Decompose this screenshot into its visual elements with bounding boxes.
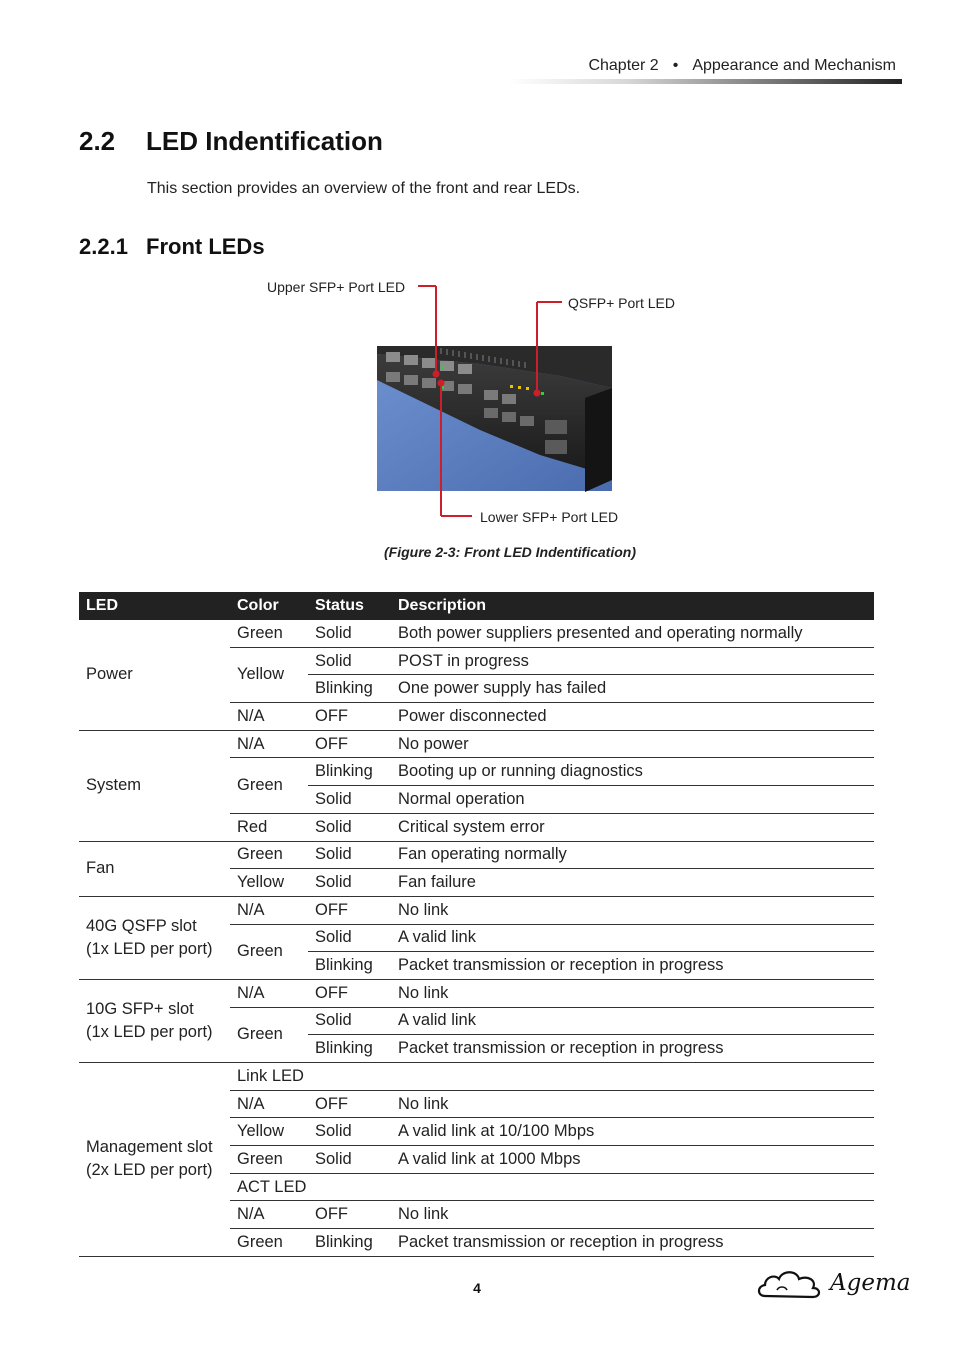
status-cell: OFF xyxy=(308,703,391,731)
section-number: 2.2 xyxy=(79,126,116,156)
description-cell: A valid link at 1000 Mbps xyxy=(391,1146,874,1174)
status-cell: Solid xyxy=(308,786,391,814)
table-row xyxy=(79,730,874,758)
color-cell: N/A xyxy=(230,703,308,731)
led-name-line: (2x LED per port) xyxy=(86,1161,213,1180)
description-cell: Packet transmission or reception in progress xyxy=(391,1229,874,1257)
status-cell: Solid xyxy=(308,1146,391,1174)
switch-photo xyxy=(377,346,612,492)
led-name-cell xyxy=(79,1063,230,1257)
callout-qsfp: QSFP+ Port LED xyxy=(568,295,675,311)
logo-text: Agema xyxy=(830,1270,911,1296)
upper-sfp-leader xyxy=(418,286,440,378)
table-header-row xyxy=(79,592,874,620)
status-cell: Blinking xyxy=(308,758,391,786)
status-cell: Solid xyxy=(308,924,391,952)
header-rule xyxy=(508,79,902,84)
color-cell: Green xyxy=(230,620,308,647)
description-cell: A valid link xyxy=(391,1007,874,1035)
led-name-cell xyxy=(79,979,230,1062)
led-name-cell xyxy=(79,841,230,896)
status-cell: Solid xyxy=(308,1007,391,1035)
color-cell: Green xyxy=(230,1007,308,1062)
header-bullet: • xyxy=(672,57,679,74)
subsection-title-text: Front LEDs xyxy=(146,234,265,259)
description-cell: A valid link xyxy=(391,924,874,952)
header-description: Description xyxy=(391,592,874,620)
status-cell: OFF xyxy=(308,1090,391,1118)
status-cell: Blinking xyxy=(308,952,391,980)
description-cell: Both power suppliers presented and operating normally xyxy=(391,620,874,647)
subsection-title xyxy=(79,234,265,260)
table-body xyxy=(79,620,874,1256)
description-cell: Fan operating normally xyxy=(391,841,874,869)
callout-upper-sfp: Upper SFP+ Port LED xyxy=(267,279,406,295)
led-name-line: (1x LED per port) xyxy=(86,939,213,958)
color-cell: Yellow xyxy=(230,869,308,897)
lower-sfp-leader xyxy=(438,380,473,517)
chapter-label: Chapter 2 xyxy=(588,57,659,74)
running-header xyxy=(588,57,896,75)
table-row xyxy=(79,896,874,924)
status-cell: Blinking xyxy=(308,1229,391,1257)
color-cell: Green xyxy=(230,1229,308,1257)
color-cell: Yellow xyxy=(230,1118,308,1146)
table-row xyxy=(79,1063,874,1091)
table-row xyxy=(79,979,874,1007)
status-cell: OFF xyxy=(308,979,391,1007)
color-cell: Green xyxy=(230,758,308,813)
status-cell: Solid xyxy=(308,620,391,647)
color-cell: N/A xyxy=(230,979,308,1007)
color-cell: N/A xyxy=(230,1090,308,1118)
header-color: Color xyxy=(230,592,308,620)
chapter-title: Appearance and Mechanism xyxy=(692,57,896,74)
description-cell: No power xyxy=(391,730,874,758)
status-cell: OFF xyxy=(308,730,391,758)
led-name-cell xyxy=(79,896,230,979)
color-cell: Yellow xyxy=(230,647,308,702)
section-title xyxy=(79,126,383,157)
description-cell: One power supply has failed xyxy=(391,675,874,703)
color-cell: Green xyxy=(230,1146,308,1174)
status-cell: Solid xyxy=(308,869,391,897)
description-cell: No link xyxy=(391,896,874,924)
description-cell: Critical system error xyxy=(391,813,874,841)
sub-label-cell: Link LED xyxy=(230,1063,874,1091)
color-cell: Green xyxy=(230,924,308,979)
color-cell: N/A xyxy=(230,896,308,924)
description-cell: No link xyxy=(391,979,874,1007)
subsection-number: 2.2.1 xyxy=(79,234,128,259)
led-name-line: 10G SFP+ slot xyxy=(86,999,194,1018)
led-name-cell xyxy=(79,620,230,730)
status-cell: Blinking xyxy=(308,675,391,703)
color-cell: Red xyxy=(230,813,308,841)
description-cell: Packet transmission or reception in progress xyxy=(391,1035,874,1063)
led-name-line: 40G QSFP slot xyxy=(86,916,197,935)
status-cell: Solid xyxy=(308,813,391,841)
description-cell: No link xyxy=(391,1201,874,1229)
description-cell: A valid link at 10/100 Mbps xyxy=(391,1118,874,1146)
description-cell: No link xyxy=(391,1090,874,1118)
table-row xyxy=(79,620,874,647)
front-led-figure xyxy=(0,0,954,560)
led-name-line: (1x LED per port) xyxy=(86,1022,213,1041)
sub-label-cell: ACT LED xyxy=(230,1173,874,1201)
description-cell: Fan failure xyxy=(391,869,874,897)
led-name-line: Fan xyxy=(86,859,115,878)
page-number: 4 xyxy=(473,1280,481,1296)
led-name-line: Power xyxy=(86,665,133,684)
color-cell: Green xyxy=(230,841,308,869)
description-cell: Normal operation xyxy=(391,786,874,814)
color-cell: N/A xyxy=(230,1201,308,1229)
qsfp-leader xyxy=(534,302,563,397)
led-table xyxy=(79,592,874,1257)
led-name-line: System xyxy=(86,776,142,795)
color-cell: N/A xyxy=(230,730,308,758)
status-cell: OFF xyxy=(308,896,391,924)
status-cell: Solid xyxy=(308,1118,391,1146)
description-cell: Packet transmission or reception in progress xyxy=(391,952,874,980)
header-led: LED xyxy=(79,592,230,620)
status-cell: OFF xyxy=(308,1201,391,1229)
led-name-line: Management slot xyxy=(86,1138,213,1157)
status-cell: Blinking xyxy=(308,1035,391,1063)
description-cell: Power disconnected xyxy=(391,703,874,731)
header-status: Status xyxy=(308,592,391,620)
table-row xyxy=(79,841,874,869)
callout-lower-sfp: Lower SFP+ Port LED xyxy=(480,509,619,525)
description-cell: POST in progress xyxy=(391,647,874,675)
led-name-cell xyxy=(79,730,230,841)
intro-paragraph: This section provides an overview of the front and rear LEDs. xyxy=(147,180,581,197)
figure-caption: (Figure 2-3: Front LED Indentification) xyxy=(384,544,636,560)
section-title-text: LED Indentification xyxy=(146,126,383,156)
status-cell: Solid xyxy=(308,841,391,869)
status-cell: Solid xyxy=(308,647,391,675)
description-cell: Booting up or running diagnostics xyxy=(391,758,874,786)
